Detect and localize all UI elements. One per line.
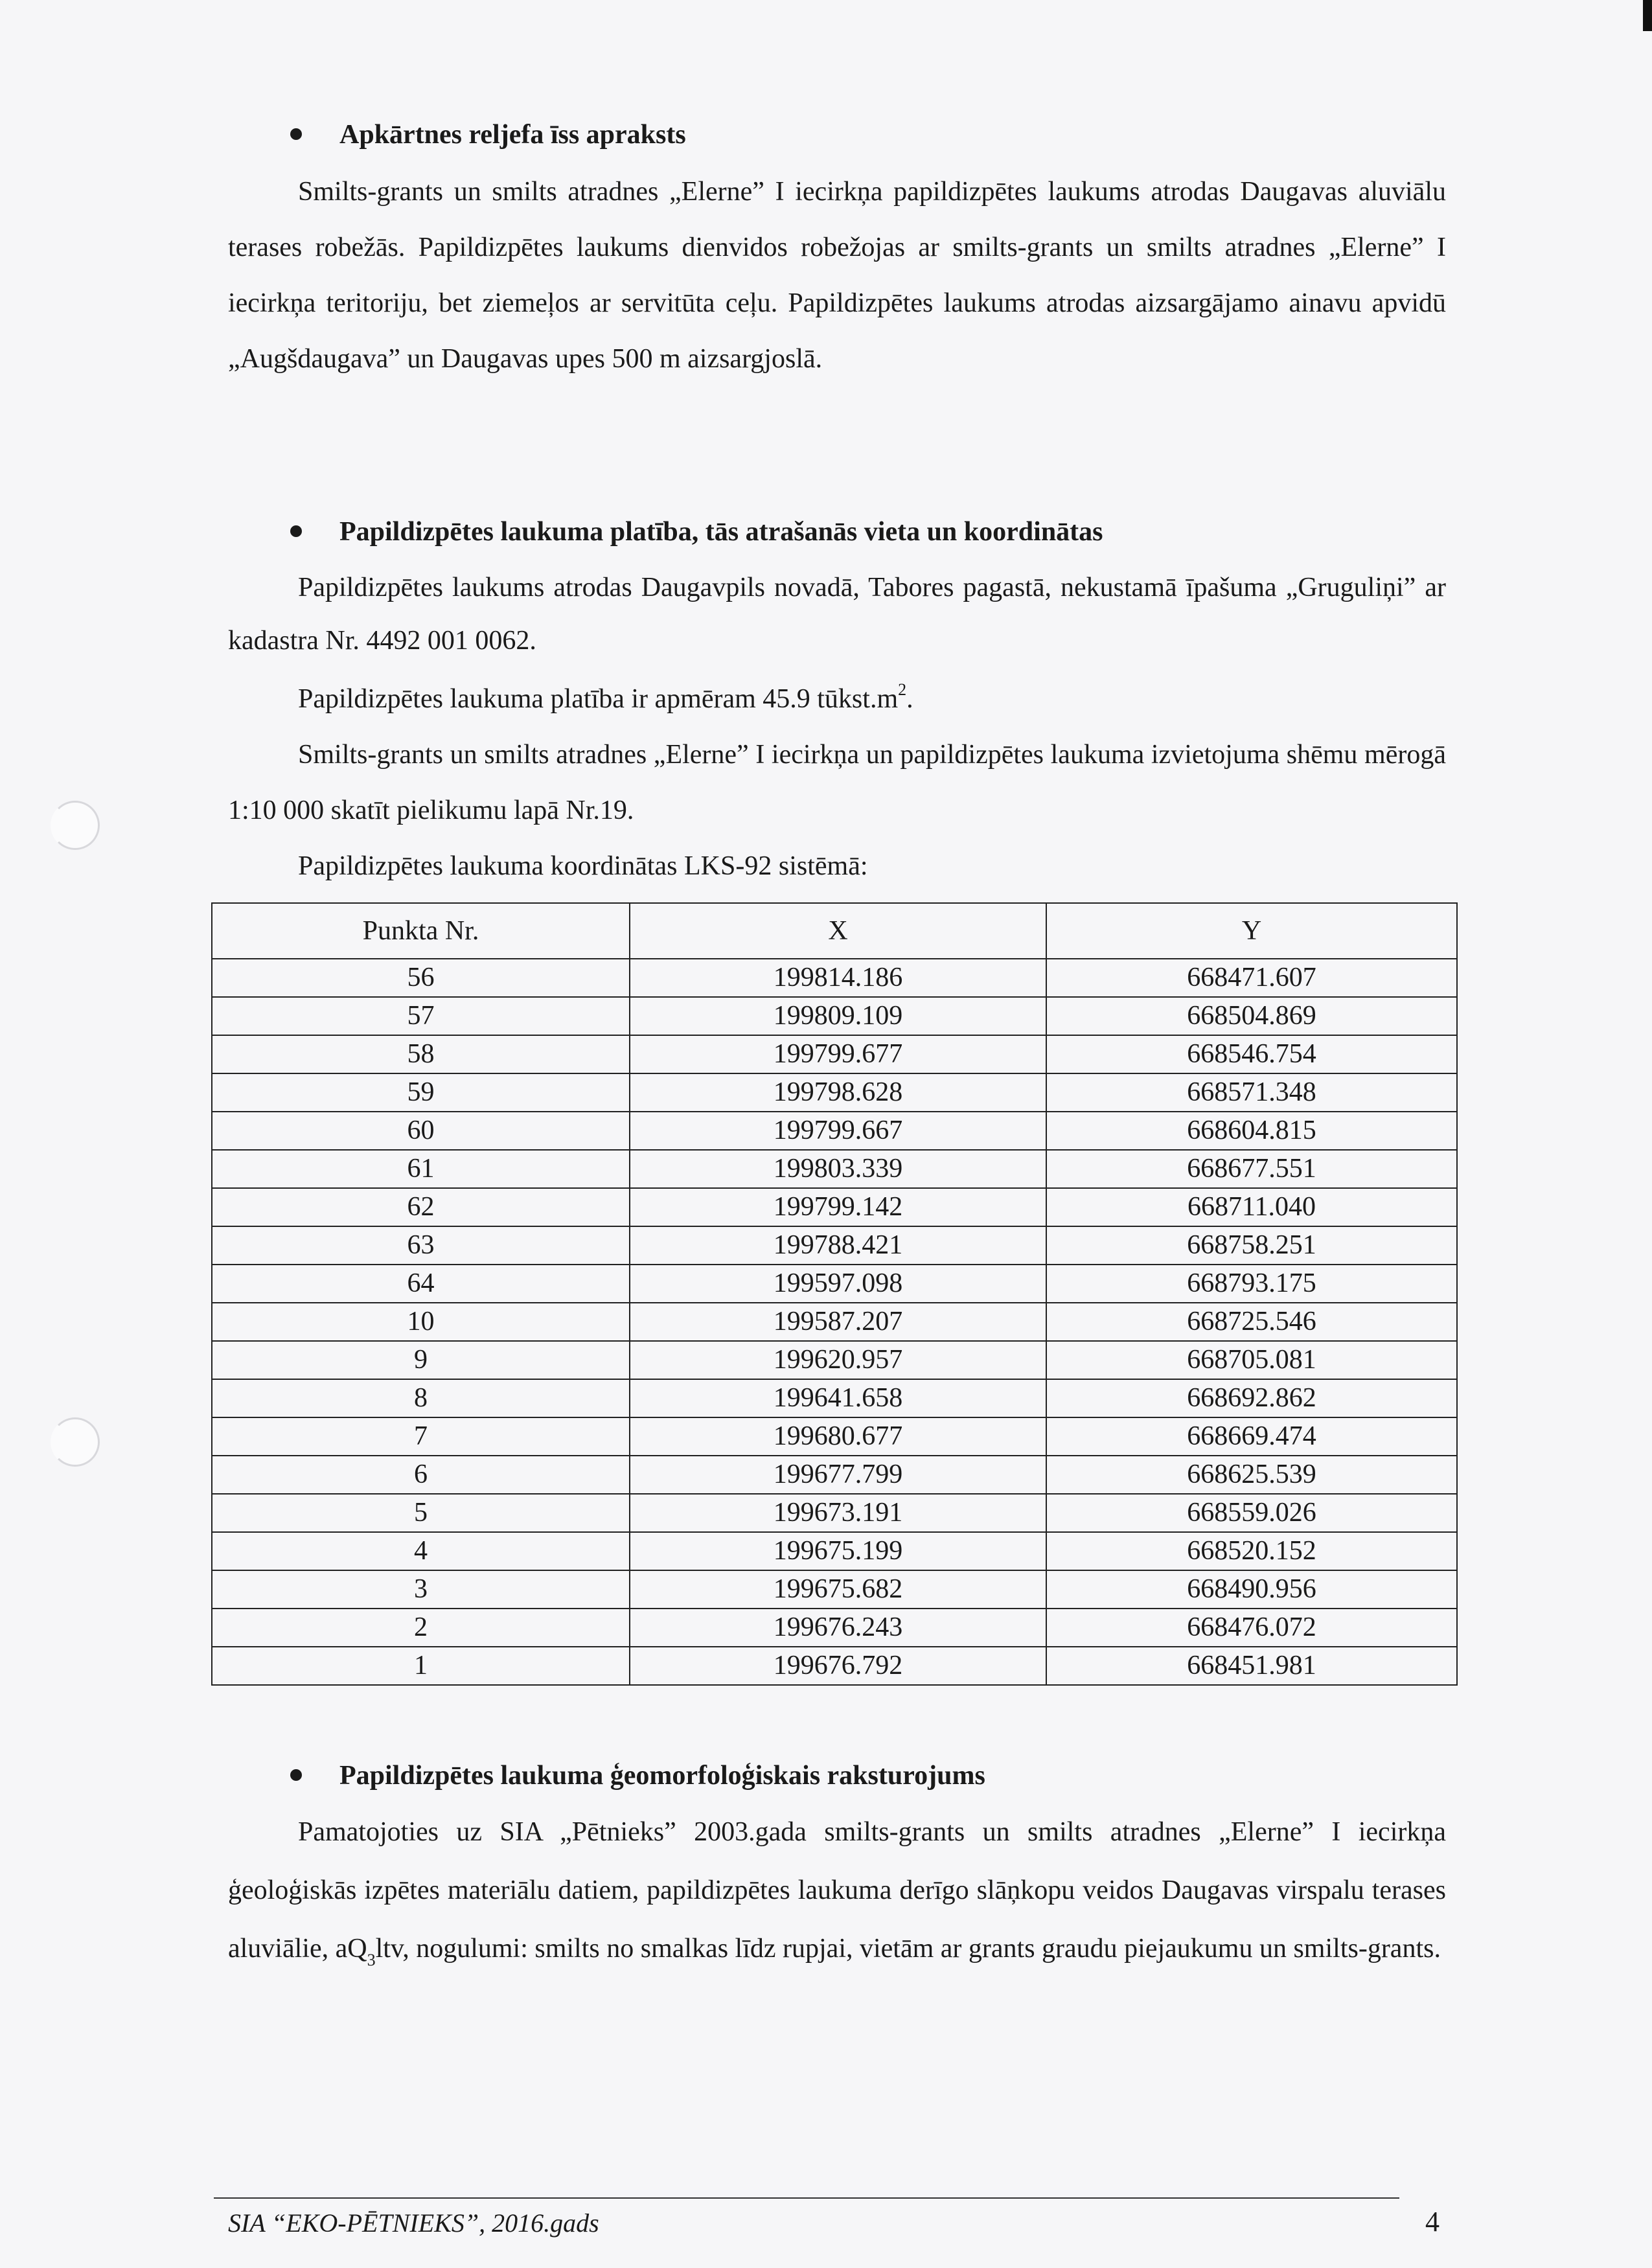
- cell-x: 199799.142: [630, 1188, 1046, 1226]
- cell-y: 668476.072: [1046, 1609, 1457, 1647]
- cell-x: 199809.109: [630, 997, 1046, 1035]
- cell-point-number: 5: [212, 1494, 630, 1532]
- cell-y: 668451.981: [1046, 1647, 1457, 1685]
- cell-point-number: 63: [212, 1226, 630, 1265]
- footer-company: SIA “EKO-PĒTNIEKS”, 2016.gads: [228, 2208, 599, 2238]
- cell-x: 199675.682: [630, 1570, 1046, 1609]
- punch-hole-bottom: [51, 1417, 100, 1467]
- cell-point-number: 3: [212, 1570, 630, 1609]
- cell-y: 668604.815: [1046, 1112, 1457, 1150]
- relief-paragraph: Smilts-grants un smilts atradnes „Elerne” I iecirkņa papildizpētes laukums atrodas Daugavas aluviālu terases robežās. Papildizpētes laukums dienvidos robežojas ar smilts-grants un smilts atradnes „Elerne” I iecirkņa teritoriju, bet ziemeļos ar servitūta ceļu. Papildizpētes laukums atrodas aizsargājamo ainavu apvidū „Augšdaugava” un Daugavas upes 500 m aizsargjoslā.: [228, 177, 1446, 374]
- footer-rule: [214, 2197, 1399, 2199]
- cell-x: 199803.339: [630, 1150, 1046, 1188]
- table-row: [212, 1570, 1457, 1609]
- cell-point-number: 4: [212, 1532, 630, 1570]
- table-body: [212, 959, 1457, 1685]
- table-row: [212, 1609, 1457, 1647]
- cell-x: 199680.677: [630, 1417, 1046, 1456]
- cell-point-number: 2: [212, 1609, 630, 1647]
- bullet-icon: [290, 1769, 302, 1781]
- table-row: [212, 1035, 1457, 1073]
- location-paragraph: Papildizpētes laukums atrodas Daugavpils novadā, Tabores pagastā, nekustamā īpašuma „Gruguliņi” ar kadastra Nr. 4492 001 0062.: [228, 573, 1446, 656]
- cell-point-number: 58: [212, 1035, 630, 1073]
- area-line: Papildizpētes laukuma platība ir apmēram 45.9 $tūkst.m^2$.: [298, 680, 913, 714]
- table-row: [212, 1417, 1457, 1456]
- table-row: [212, 1226, 1457, 1265]
- table-row: [212, 1150, 1457, 1188]
- section-heading-area-location: Papildizpētes laukuma platība, tās atrašanās vieta un koordinātas: [0, 516, 1103, 548]
- cell-y: 668471.607: [1046, 959, 1457, 997]
- cell-y: 668571.348: [1046, 1073, 1457, 1112]
- header-point-number: Punkta Nr.: [212, 903, 630, 959]
- cell-x: 199587.207: [630, 1303, 1046, 1341]
- coordinates-table: [211, 902, 1458, 1686]
- cell-x: 199641.658: [630, 1379, 1046, 1417]
- cell-y: 668692.862: [1046, 1379, 1457, 1417]
- cell-point-number: 64: [212, 1265, 630, 1303]
- cell-y: 668669.474: [1046, 1417, 1457, 1456]
- cell-point-number: 56: [212, 959, 630, 997]
- table-row: [212, 1532, 1457, 1570]
- section-heading-relief: Apkārtnes reljefa īss apraksts: [0, 119, 686, 151]
- cell-point-number: 57: [212, 997, 630, 1035]
- cell-point-number: 7: [212, 1417, 630, 1456]
- table-row: [212, 997, 1457, 1035]
- table-row: [212, 1379, 1457, 1417]
- cell-point-number: 9: [212, 1341, 630, 1379]
- cell-x: 199620.957: [630, 1341, 1046, 1379]
- cell-point-number: 59: [212, 1073, 630, 1112]
- cell-x: 199799.667: [630, 1112, 1046, 1150]
- cell-y: 668546.754: [1046, 1035, 1457, 1073]
- cell-point-number: 8: [212, 1379, 630, 1417]
- table-row: [212, 1341, 1457, 1379]
- table-row: [212, 1494, 1457, 1532]
- cell-y: 668520.152: [1046, 1532, 1457, 1570]
- cell-x: 199799.677: [630, 1035, 1046, 1073]
- coordinates-caption: Papildizpētes laukuma koordinātas LKS-92 sistēmā:: [298, 851, 868, 881]
- cell-x: 199798.628: [630, 1073, 1046, 1112]
- cell-x: 199677.799: [630, 1456, 1046, 1494]
- table-row: [212, 1456, 1457, 1494]
- cell-y: 668711.040: [1046, 1188, 1457, 1226]
- section-heading-geomorphology: Papildizpētes laukuma ģeomorfoloģiskais raksturojums: [0, 1759, 985, 1792]
- cell-x: 199676.243: [630, 1609, 1046, 1647]
- cell-point-number: 61: [212, 1150, 630, 1188]
- table-row: [212, 1073, 1457, 1112]
- cell-y: 668705.081: [1046, 1341, 1457, 1379]
- cell-x: 199814.186: [630, 959, 1046, 997]
- table-header-row: [212, 903, 1457, 959]
- bullet-icon: [290, 525, 302, 537]
- header-x: X: [630, 903, 1046, 959]
- table-row: [212, 1265, 1457, 1303]
- cell-y: 668490.956: [1046, 1570, 1457, 1609]
- cell-y: 668677.551: [1046, 1150, 1457, 1188]
- cell-point-number: 1: [212, 1647, 630, 1685]
- scheme-paragraph: Smilts-grants un smilts atradnes „Elerne” I iecirkņa un papildizpētes laukuma izvietojuma shēmu mērogā 1:10 000 skatīt pielikumu lapā Nr.19.: [228, 740, 1446, 825]
- cell-y: 668725.546: [1046, 1303, 1457, 1341]
- geomorphology-paragraph: Pamatojoties uz SIA „Pētnieks” 2003.gada smilts-grants un smilts atradnes „Elerne” I iecirkņa ģeoloģiskās izpētes materiālu datiem, papildizpētes laukuma derīgo slāņkopu veidos Daugavas virspalu terases aluviālie, $aQ_3ltv$, nogulumi: smilts no smalkas līdz rupjai, vietām ar grants graudu piejaukumu un smilts-grants.: [228, 1817, 1446, 1970]
- cell-y: 668504.869: [1046, 997, 1457, 1035]
- table-row: [212, 1188, 1457, 1226]
- cell-x: 199673.191: [630, 1494, 1046, 1532]
- cell-point-number: 62: [212, 1188, 630, 1226]
- cell-x: 199676.792: [630, 1647, 1046, 1685]
- table-row: [212, 1303, 1457, 1341]
- cell-y: 668625.539: [1046, 1456, 1457, 1494]
- cell-y: 668758.251: [1046, 1226, 1457, 1265]
- table-row: [212, 959, 1457, 997]
- page-edge-mark: [1643, 0, 1652, 31]
- cell-point-number: 60: [212, 1112, 630, 1150]
- cell-x: 199675.199: [630, 1532, 1046, 1570]
- cell-x: 199597.098: [630, 1265, 1046, 1303]
- cell-point-number: 10: [212, 1303, 630, 1341]
- cell-x: 199788.421: [630, 1226, 1046, 1265]
- page-number: 4: [1425, 2206, 1440, 2238]
- punch-hole-top: [51, 801, 100, 850]
- table-row: [212, 1647, 1457, 1685]
- cell-y: 668559.026: [1046, 1494, 1457, 1532]
- table-row: [212, 1112, 1457, 1150]
- cell-point-number: 6: [212, 1456, 630, 1494]
- bullet-icon: [290, 128, 302, 140]
- header-y: Y: [1046, 903, 1457, 959]
- cell-y: 668793.175: [1046, 1265, 1457, 1303]
